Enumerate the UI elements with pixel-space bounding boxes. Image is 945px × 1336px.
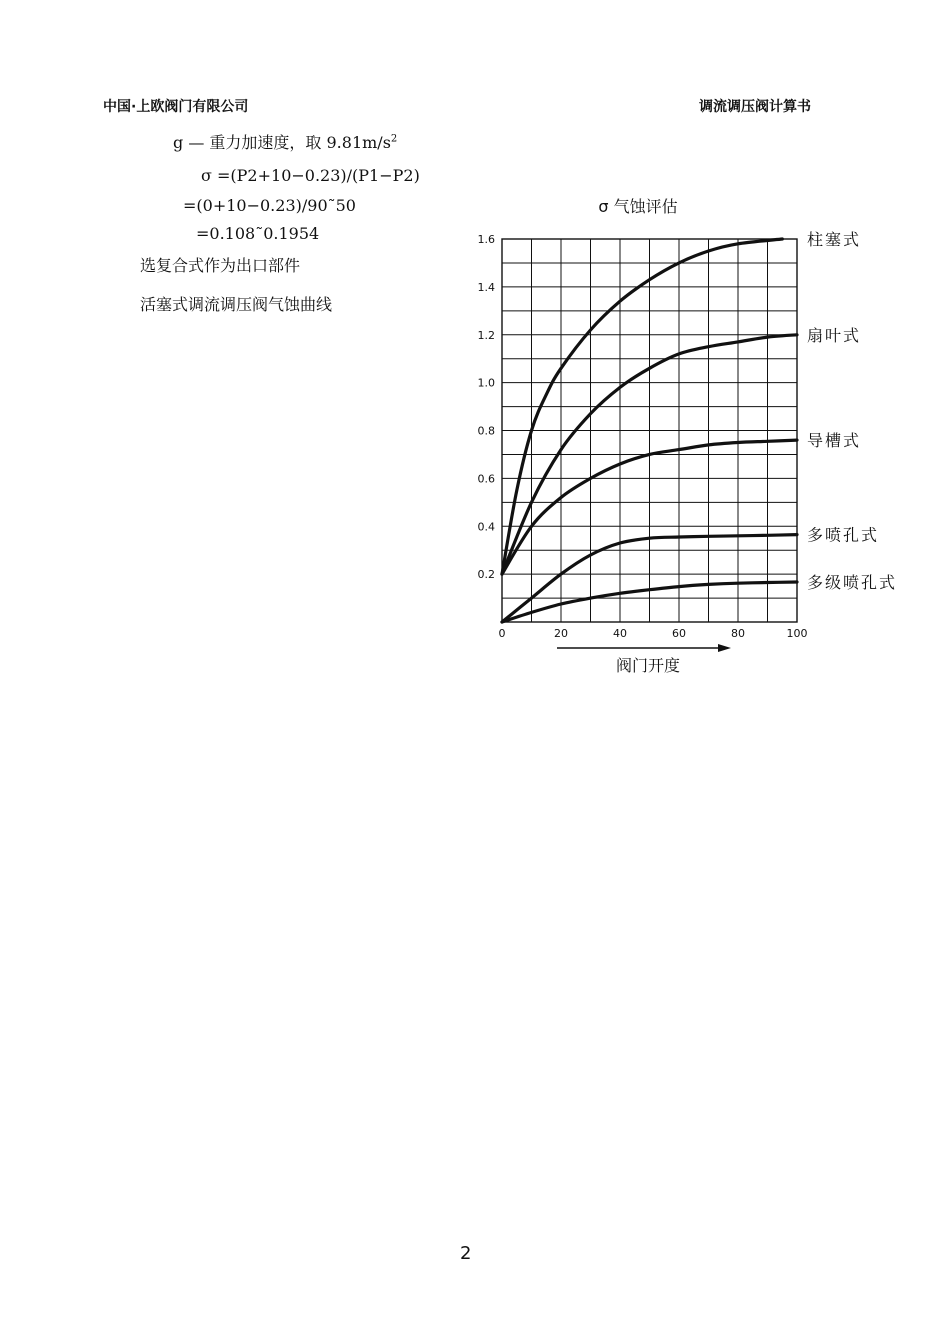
chart-series-labels	[807, 230, 897, 592]
y-tick-label: 0.2	[477, 568, 495, 582]
company-name: 中国·上欧阀门有限公司	[103, 99, 249, 115]
x-axis-arrow	[557, 644, 731, 652]
y-tick-label: 1.6	[477, 233, 495, 246]
cavitation-chart	[440, 185, 920, 685]
chart-title: σ 气蚀评估	[598, 197, 678, 216]
gravity-superscript: 2	[390, 133, 398, 145]
y-tick-label: 1.2	[477, 328, 495, 342]
series-label: 扇叶式	[807, 325, 862, 345]
y-tick-label: 0.4	[477, 520, 495, 534]
sigma-formula: σ =(P2+10−0.23)/(P1−P2)	[201, 166, 420, 185]
gravity-definition	[173, 130, 397, 153]
series-label: 多级喷孔式	[807, 573, 898, 593]
curve-caption: 活塞式调流调压阀气蚀曲线	[140, 295, 333, 314]
sigma-result: =0.108˜0.1954	[196, 224, 320, 243]
gravity-text: g — 重力加速度，取 9.81m/s	[173, 133, 391, 152]
document-title: 调流调压阀计算书	[699, 99, 811, 115]
page-number: 2	[460, 1243, 472, 1264]
y-tick-label: 0.6	[477, 472, 495, 486]
y-tick-label: 0.8	[477, 424, 495, 438]
x-tick-label: 40	[613, 627, 627, 640]
selection-note: 选复合式作为出口部件	[140, 256, 301, 275]
x-tick-label: 20	[554, 627, 568, 640]
y-tick-label: 1.4	[477, 280, 495, 294]
x-tick-label: 60	[672, 627, 686, 640]
chart-grid	[502, 239, 797, 622]
y-tick-label: 1.0	[477, 376, 495, 390]
sigma-substitution: =(0+10−0.23)/90˜50	[183, 196, 356, 215]
series-label: 导槽式	[807, 431, 862, 451]
x-tick-label: 0	[498, 627, 506, 640]
chart-ticks	[478, 233, 808, 640]
x-tick-label: 100	[786, 627, 808, 640]
x-axis-label: 阀门开度	[615, 656, 681, 675]
series-label: 多喷孔式	[807, 525, 880, 545]
series-label: 柱塞式	[807, 230, 862, 249]
x-tick-label: 80	[731, 627, 745, 640]
